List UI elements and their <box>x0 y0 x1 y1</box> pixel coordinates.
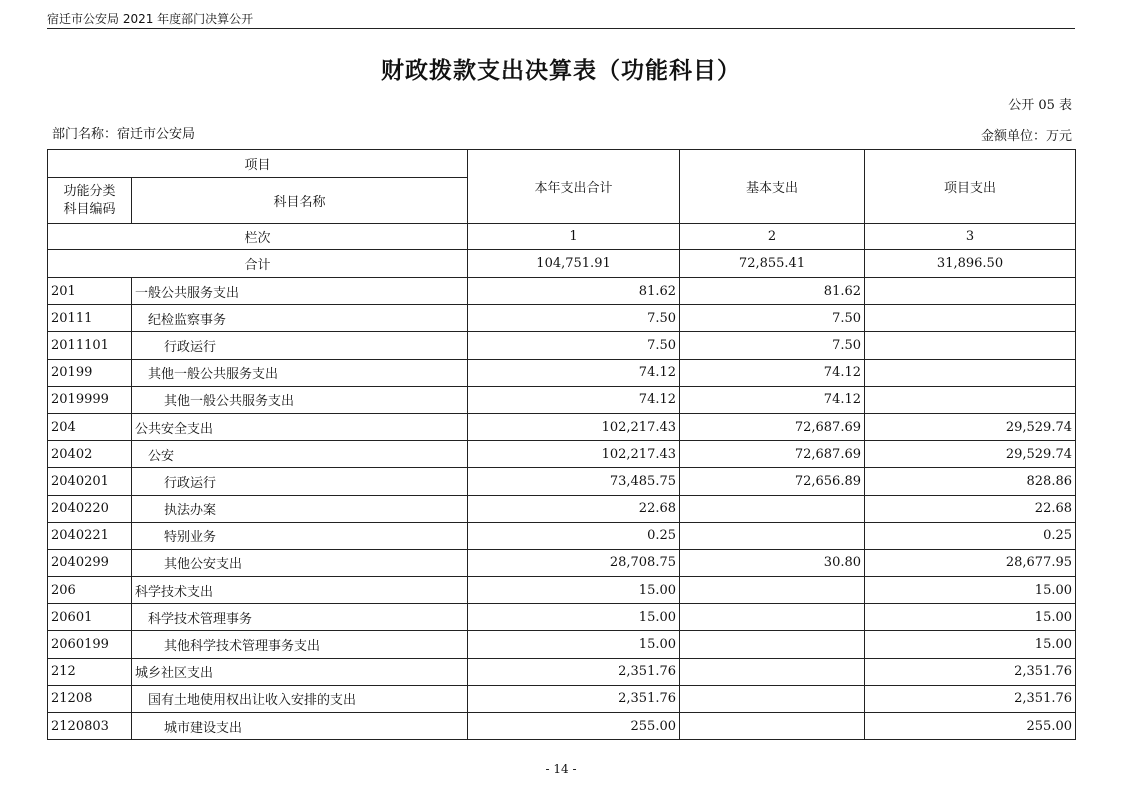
cell-project <box>865 359 1076 386</box>
cell-name: 其他一般公共服务支出 <box>132 359 468 386</box>
total-row-project: 31,896.50 <box>865 250 1076 278</box>
cell-project <box>865 278 1076 305</box>
total-row-total: 104,751.91 <box>468 250 680 278</box>
cell-basic <box>680 604 865 631</box>
cell-basic <box>680 713 865 740</box>
cell-name: 其他科学技术管理事务支出 <box>132 631 468 658</box>
cell-name: 其他公安支出 <box>132 549 468 576</box>
cell-basic: 7.50 <box>680 332 865 359</box>
header-code: 功能分类 科目编码 <box>48 178 132 224</box>
cell-basic: 7.50 <box>680 305 865 332</box>
table-row <box>48 577 1076 604</box>
cell-code: 206 <box>48 577 132 604</box>
cell-total: 15.00 <box>468 577 680 604</box>
cell-code: 21208 <box>48 685 132 712</box>
cell-name: 执法办案 <box>132 495 468 522</box>
header-divider <box>47 28 1075 29</box>
table-row <box>48 305 1076 332</box>
cell-code: 2040221 <box>48 522 132 549</box>
cell-total: 74.12 <box>468 359 680 386</box>
cell-project: 28,677.95 <box>865 549 1076 576</box>
cell-basic: 81.62 <box>680 278 865 305</box>
header-name: 科目名称 <box>132 178 468 224</box>
cell-code: 204 <box>48 413 132 440</box>
table-row <box>48 604 1076 631</box>
header-col3: 3 <box>865 224 1076 250</box>
cell-basic: 74.12 <box>680 359 865 386</box>
cell-name: 其他一般公共服务支出 <box>132 386 468 413</box>
cell-project <box>865 386 1076 413</box>
cell-basic: 74.12 <box>680 386 865 413</box>
cell-name: 国有土地使用权出让收入安排的支出 <box>132 685 468 712</box>
cell-project: 2,351.76 <box>865 658 1076 685</box>
cell-name: 一般公共服务支出 <box>132 278 468 305</box>
form-number: 公开 05 表 <box>1008 98 1072 113</box>
cell-total: 15.00 <box>468 631 680 658</box>
cell-code: 2060199 <box>48 631 132 658</box>
cell-name: 科学技术管理事务 <box>132 604 468 631</box>
cell-name: 公共安全支出 <box>132 413 468 440</box>
total-row-label: 合计 <box>48 250 468 278</box>
cell-code: 2019999 <box>48 386 132 413</box>
table-row <box>48 386 1076 413</box>
cell-basic <box>680 631 865 658</box>
cell-name: 纪检监察事务 <box>132 305 468 332</box>
cell-total: 0.25 <box>468 522 680 549</box>
header-project: 项目支出 <box>865 150 1076 224</box>
cell-basic: 72,656.89 <box>680 468 865 495</box>
expenditure-table <box>47 149 1076 740</box>
cell-total: 7.50 <box>468 305 680 332</box>
header-total: 本年支出合计 <box>468 150 680 224</box>
cell-project: 29,529.74 <box>865 441 1076 468</box>
cell-code: 2040201 <box>48 468 132 495</box>
cell-basic: 72,687.69 <box>680 441 865 468</box>
amount-unit: 金额单位：万元 <box>980 129 1072 144</box>
cell-basic <box>680 495 865 522</box>
table-row <box>48 549 1076 576</box>
cell-code: 2040299 <box>48 549 132 576</box>
cell-total: 102,217.43 <box>468 441 680 468</box>
table-row <box>48 413 1076 440</box>
cell-project: 0.25 <box>865 522 1076 549</box>
table-row <box>48 278 1076 305</box>
cell-project: 29,529.74 <box>865 413 1076 440</box>
table-row <box>48 522 1076 549</box>
header-col2: 2 <box>680 224 865 250</box>
cell-code: 20402 <box>48 441 132 468</box>
cell-project: 15.00 <box>865 604 1076 631</box>
cell-project <box>865 305 1076 332</box>
cell-name: 公安 <box>132 441 468 468</box>
cell-project: 22.68 <box>865 495 1076 522</box>
cell-total: 81.62 <box>468 278 680 305</box>
cell-basic <box>680 685 865 712</box>
cell-project <box>865 332 1076 359</box>
department-name: 部门名称：宿迁市公安局 <box>52 127 196 142</box>
report-header-title: 宿迁市公安局 2021 年度部门决算公开 <box>47 12 254 26</box>
cell-project: 15.00 <box>865 631 1076 658</box>
table-row <box>48 495 1076 522</box>
table-row <box>48 685 1076 712</box>
table-row <box>48 359 1076 386</box>
cell-total: 102,217.43 <box>468 413 680 440</box>
cell-basic: 30.80 <box>680 549 865 576</box>
cell-total: 255.00 <box>468 713 680 740</box>
cell-project: 2,351.76 <box>865 685 1076 712</box>
cell-name: 科学技术支出 <box>132 577 468 604</box>
cell-basic <box>680 522 865 549</box>
cell-name: 行政运行 <box>132 468 468 495</box>
page-number: - 14 - <box>545 762 577 776</box>
cell-total: 73,485.75 <box>468 468 680 495</box>
table-row <box>48 713 1076 740</box>
header-basic: 基本支出 <box>680 150 865 224</box>
cell-code: 2040220 <box>48 495 132 522</box>
cell-basic <box>680 658 865 685</box>
cell-total: 7.50 <box>468 332 680 359</box>
table-row <box>48 631 1076 658</box>
cell-total: 2,351.76 <box>468 658 680 685</box>
table-row <box>48 468 1076 495</box>
cell-code: 212 <box>48 658 132 685</box>
header-col1: 1 <box>468 224 680 250</box>
cell-code: 2011101 <box>48 332 132 359</box>
cell-code: 20601 <box>48 604 132 631</box>
cell-project: 15.00 <box>865 577 1076 604</box>
header-column-index: 栏次 <box>48 224 468 250</box>
table-row <box>48 658 1076 685</box>
cell-basic: 72,687.69 <box>680 413 865 440</box>
cell-code: 201 <box>48 278 132 305</box>
cell-total: 2,351.76 <box>468 685 680 712</box>
cell-basic <box>680 577 865 604</box>
cell-project: 255.00 <box>865 713 1076 740</box>
cell-code: 20199 <box>48 359 132 386</box>
cell-name: 特别业务 <box>132 522 468 549</box>
table-row <box>48 332 1076 359</box>
cell-total: 15.00 <box>468 604 680 631</box>
header-item: 项目 <box>48 150 468 178</box>
document-title: 财政拨款支出决算表（功能科目） <box>381 58 741 84</box>
cell-code: 2120803 <box>48 713 132 740</box>
cell-total: 74.12 <box>468 386 680 413</box>
total-row-basic: 72,855.41 <box>680 250 865 278</box>
table-row <box>48 441 1076 468</box>
cell-name: 城市建设支出 <box>132 713 468 740</box>
table-body <box>48 278 1076 740</box>
cell-name: 行政运行 <box>132 332 468 359</box>
cell-total: 28,708.75 <box>468 549 680 576</box>
cell-code: 20111 <box>48 305 132 332</box>
cell-project: 828.86 <box>865 468 1076 495</box>
cell-total: 22.68 <box>468 495 680 522</box>
cell-name: 城乡社区支出 <box>132 658 468 685</box>
